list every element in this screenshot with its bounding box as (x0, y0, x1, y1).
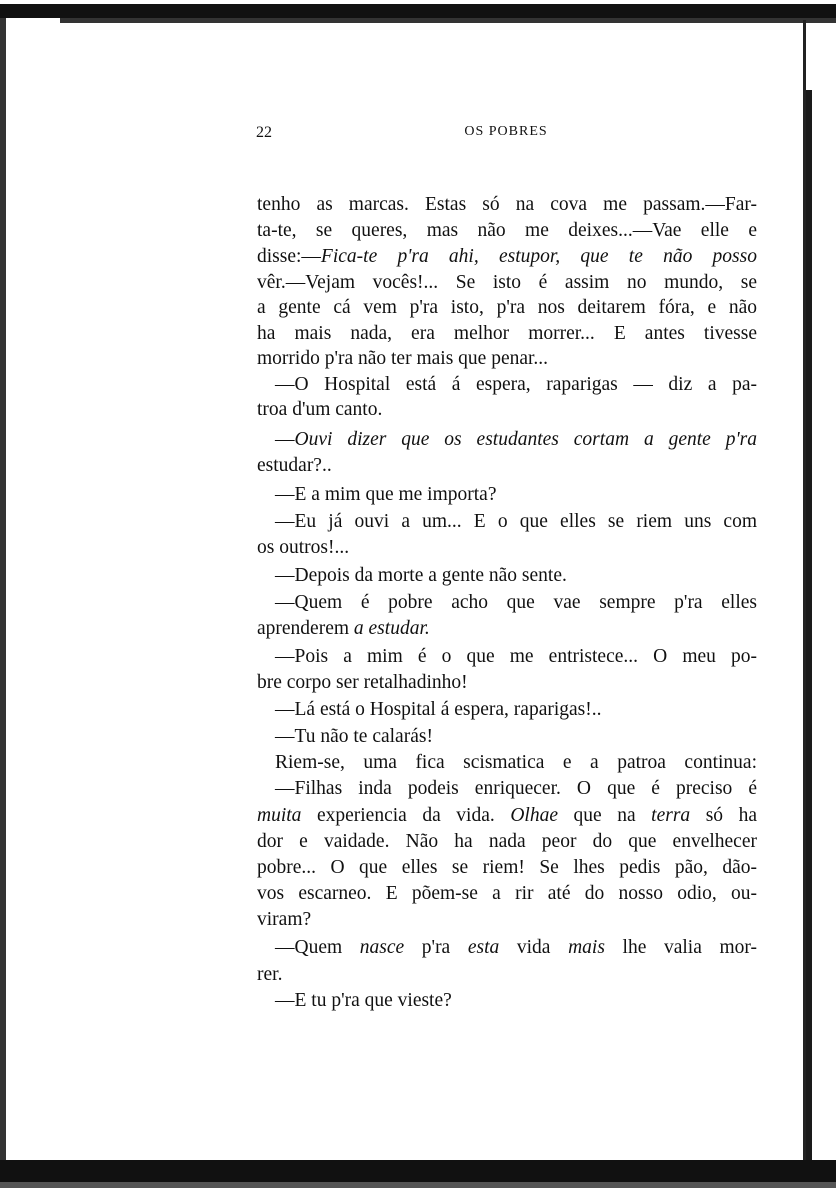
text-line (257, 963, 757, 987)
text-segment: Riem-se, uma fica scismatica e a patroa continua: (275, 752, 757, 773)
text-line (275, 591, 757, 615)
text-line (275, 777, 757, 801)
text-segment: aprenderem (257, 618, 354, 639)
italic-text: muita (257, 805, 302, 826)
italic-text: Fica-te p'ra ahi, estupor, que te não posso (320, 246, 757, 267)
text-segment: —Tu não te calarás! (275, 726, 433, 747)
text-segment: morrido p'ra não ter mais que penar... (257, 348, 549, 369)
text-segment: —Eu já ouvi a um... E o que elles se riem uns com (275, 511, 757, 532)
text-line (257, 347, 757, 371)
text-line (257, 908, 757, 932)
text-line (257, 856, 757, 880)
italic-text: Ouvi dizer que os estudantes cortam a gente p'ra (294, 429, 757, 450)
text-line (275, 989, 757, 1013)
text-line (257, 536, 757, 560)
text-segment: —Quem (275, 937, 360, 958)
italic-text: Olhae (510, 805, 558, 826)
text-segment: —Quem é pobre acho que vae sempre p'ra elles (275, 592, 757, 613)
text-segment: vêr.—Vejam vocês!... Se isto é assim no mundo, se (257, 272, 757, 293)
text-segment: bre corpo ser retalhadinho! (257, 672, 468, 693)
text-line (257, 296, 757, 320)
running-title: OS POBRES (464, 124, 548, 139)
text-segment: —E a mim que me importa? (275, 484, 497, 505)
text-line (257, 830, 757, 854)
text-segment: dor e vaidade. Não ha nada peor do que envelhecer (257, 831, 757, 852)
text-segment: — (275, 429, 295, 450)
text-segment: —E tu p'ra que vieste? (275, 990, 452, 1011)
text-segment: disse:— (257, 246, 321, 267)
text-line (275, 751, 757, 775)
text-segment: vida (499, 937, 569, 958)
page-number: 22 (256, 124, 272, 141)
text-line (257, 617, 757, 641)
text-line (257, 271, 757, 295)
text-line (275, 483, 757, 507)
text-line (257, 245, 757, 269)
text-segment: a gente cá vem p'ra isto, p'ra nos deitarem fóra, e não (257, 297, 757, 318)
text-line (275, 725, 757, 749)
text-segment: que na (557, 805, 652, 826)
text-segment: —Depois da morte a gente não sente. (275, 565, 567, 586)
text-line (275, 564, 757, 588)
scan-border-top (0, 4, 836, 18)
text-segment: —Lá está o Hospital á espera, raparigas!.. (275, 699, 602, 720)
scan-border-bottom-shadow (0, 1182, 836, 1188)
text-segment: vos escarneo. E põem-se a rir até do nosso odio, ou- (257, 883, 757, 904)
text-segment: tenho as marcas. Estas só na cova me passam.—Far- (257, 194, 757, 215)
scan-border-left (0, 18, 6, 1168)
text-segment: estudar?.. (257, 455, 332, 476)
italic-text: a estudar. (353, 618, 430, 639)
text-segment: p'ra (404, 937, 468, 958)
page-header (256, 124, 756, 148)
text-segment: —Pois a mim é o que me entristece... O meu po- (275, 646, 757, 667)
text-line (257, 882, 757, 906)
text-segment: só ha (690, 805, 758, 826)
text-segment: —O Hospital está á espera, raparigas — diz a pa- (275, 374, 757, 395)
text-line (275, 645, 757, 669)
text-line (257, 322, 757, 346)
scan-border-top-shadow (60, 18, 836, 23)
text-line (275, 428, 757, 452)
text-line (275, 373, 757, 397)
italic-text: terra (651, 805, 691, 826)
text-line (257, 398, 757, 422)
text-segment: —Filhas inda podeis enriquecer. O que é preciso é (275, 778, 757, 799)
scan-page-edge-right (806, 90, 836, 1160)
text-line (257, 671, 757, 695)
scan-border-bottom (0, 1160, 836, 1182)
text-segment: rer. (257, 964, 283, 985)
italic-text: esta (467, 937, 500, 958)
text-segment: pobre... O que elles se riem! Se lhes pedis pão, dão- (257, 857, 757, 878)
text-segment: ta-te, se queres, mas não me deixes...—Vae elle e (257, 220, 757, 241)
text-line (275, 510, 757, 534)
text-line (257, 804, 757, 828)
text-line (257, 219, 757, 243)
text-segment: ha mais nada, era melhor morrer... E antes tivesse (257, 323, 757, 344)
text-line (275, 698, 757, 722)
text-line (257, 193, 757, 217)
text-segment: viram? (257, 909, 312, 930)
text-segment: experiencia da vida. (301, 805, 511, 826)
text-segment: lhe valia mor- (604, 937, 758, 958)
italic-text: nasce (359, 937, 405, 958)
text-line (257, 454, 757, 478)
text-line (275, 936, 757, 960)
text-segment: troa d'um canto. (257, 399, 383, 420)
text-segment: os outros!... (257, 537, 350, 558)
italic-text: mais (568, 937, 605, 958)
